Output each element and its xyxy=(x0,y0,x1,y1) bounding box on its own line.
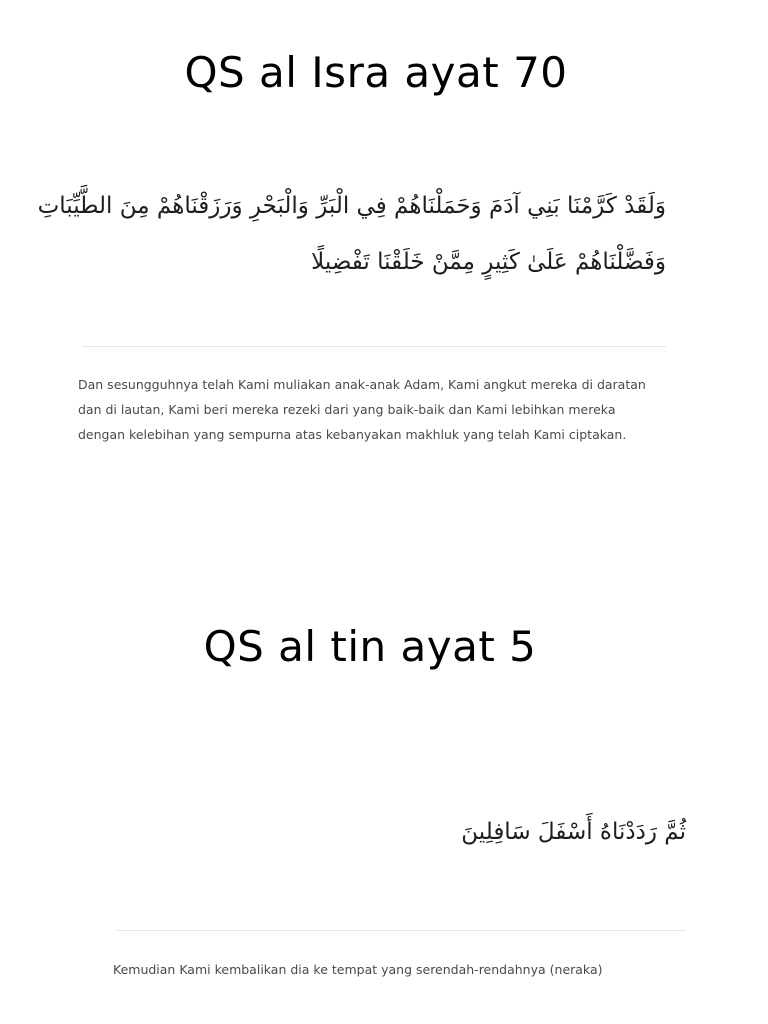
translation-line: dan di lautan, Kami beri mereka rezeki dari yang baik-baik dan Kami lebihkan mereka xyxy=(78,402,616,417)
arabic-line: ثُمَّ رَدَدْنَاهُ أَسْفَلَ سَافِلِينَ xyxy=(461,819,686,845)
arabic-verse-tin xyxy=(461,808,686,856)
section-title-tin: QS al tin ayat 5 xyxy=(203,622,537,671)
arabic-line: وَلَقَدْ كَرَّمْنَا بَنِي آدَمَ وَحَمَلْنَاهُمْ فِي الْبَرِّ وَالْبَحْرِ وَرَزَقْنَاهُمْ مِنَ الطَّيِّبَاتِ xyxy=(37,193,666,219)
divider xyxy=(82,346,666,347)
translation-isra xyxy=(78,372,666,442)
arabic-line: وَفَضَّلْنَاهُمْ عَلَىٰ كَثِيرٍ مِمَّنْ خَلَقْنَا تَفْضِيلًا xyxy=(311,249,666,275)
translation-line: Kemudian Kami kembalikan dia ke tempat yang serendah-rendahnya (neraka) xyxy=(113,962,603,977)
divider xyxy=(116,930,686,931)
translation-line: dengan kelebihan yang sempurna atas kebanyakan makhluk yang telah Kami ciptakan. xyxy=(78,427,627,442)
section-title-isra: QS al Isra ayat 70 xyxy=(184,48,568,97)
translation-line: Dan sesungguhnya telah Kami muliakan anak-anak Adam, Kami angkut mereka di daratan xyxy=(78,377,646,392)
arabic-verse-isra xyxy=(37,178,666,288)
translation-tin xyxy=(113,958,603,977)
